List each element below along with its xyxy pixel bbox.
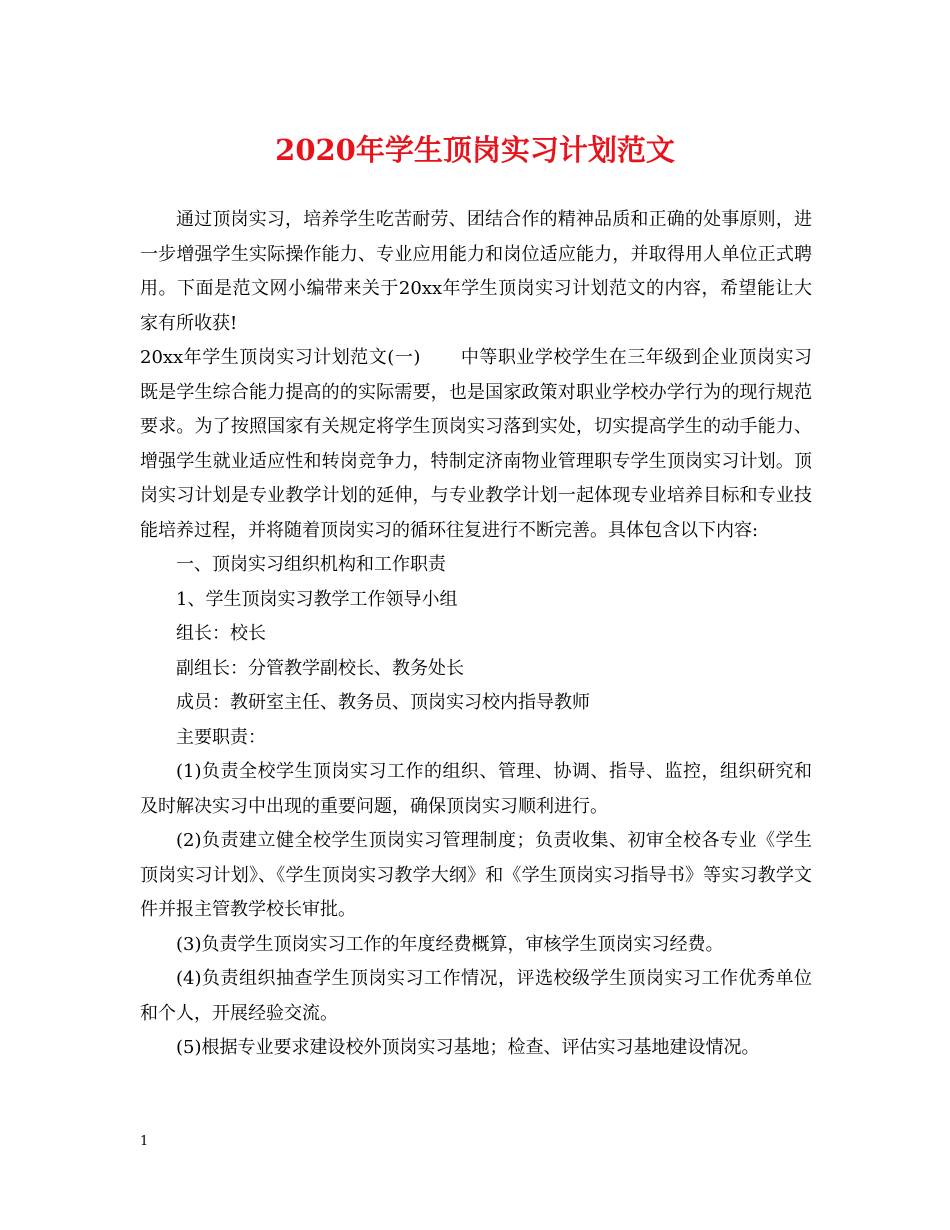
subsection-heading: 1、学生顶岗实习教学工作领导小组 (176, 588, 458, 610)
leader-line: 组长：校长 (176, 623, 266, 644)
sample-text: 中等职业学校学生在三年级到企业顶岗实习既是学生综合能力提高的的实际需要，也是国家政策对职业学校办学行为的现行规范要求。为了按照国家有关规定将学生顶岗实习落到实处，切实提高学生的动手能力、增强学生就业适应性和转岗竞争力，特制定济南物业管理职专学生顶岗实习计划。顶岗实习计划是专业教学计划的延伸，与专业教学计划一起体现专业培养目标和专业技能培养过程，并将随着顶岗实习的循环往复进行不断完善。具体包含以下内容: (140, 347, 812, 541)
duty-item: (5)根据专业要求建设校外顶岗实习基地；检查、评估实习基地建设情况。 (176, 1037, 760, 1058)
intro-paragraph: 通过顶岗实习，培养学生吃苦耐劳、团结合作的精神品质和正确的处事原则，进一步增强学生实际操作能力、专业应用能力和岗位适应能力，并取得用人单位正式聘用。下面是范文网小编带来关于20xx年学生顶岗实习计划范文的内容，希望能让大家有所收获! (140, 209, 812, 334)
document-title: 2020年学生顶岗实习计划范文 (275, 133, 675, 167)
duty-item: (3)负责学生顶岗实习工作的年度经费概算，审核学生顶岗实习经费。 (176, 933, 724, 955)
document-body (140, 203, 812, 1066)
duty-item: (2)负责建立健全校学生顶岗实习管理制度；负责收集、初审全校各专业《学生顶岗实习计划》、《学生顶岗实习教学大纲》和《学生顶岗实习指导书》等实习教学文件并报主管教学校长审批。 (140, 830, 812, 920)
sample-paragraph (140, 341, 812, 548)
members-line: 成员：教研室主任、教务员、顶岗实习校内指导教师 (176, 692, 590, 713)
duty-item: (1)负责全校学生顶岗实习工作的组织、管理、协调、指导、监控，组织研究和及时解决实习中出现的重要问题，确保顶岗实习顺利进行。 (140, 761, 812, 817)
sample-heading: 20xx年学生顶岗实习计划范文(一) (140, 347, 421, 368)
duty-item: (4)负责组织抽查学生顶岗实习工作情况，评选校级学生顶岗实习工作优秀单位和个人，开展经验交流。 (140, 968, 812, 1024)
deputy-leader-line: 副组长：分管教学副校长、教务处长 (176, 657, 464, 679)
section-heading: 一、顶岗实习组织机构和工作职责 (176, 554, 446, 575)
page-number: 1 (140, 1134, 149, 1149)
duties-heading: 主要职责： (176, 726, 266, 748)
